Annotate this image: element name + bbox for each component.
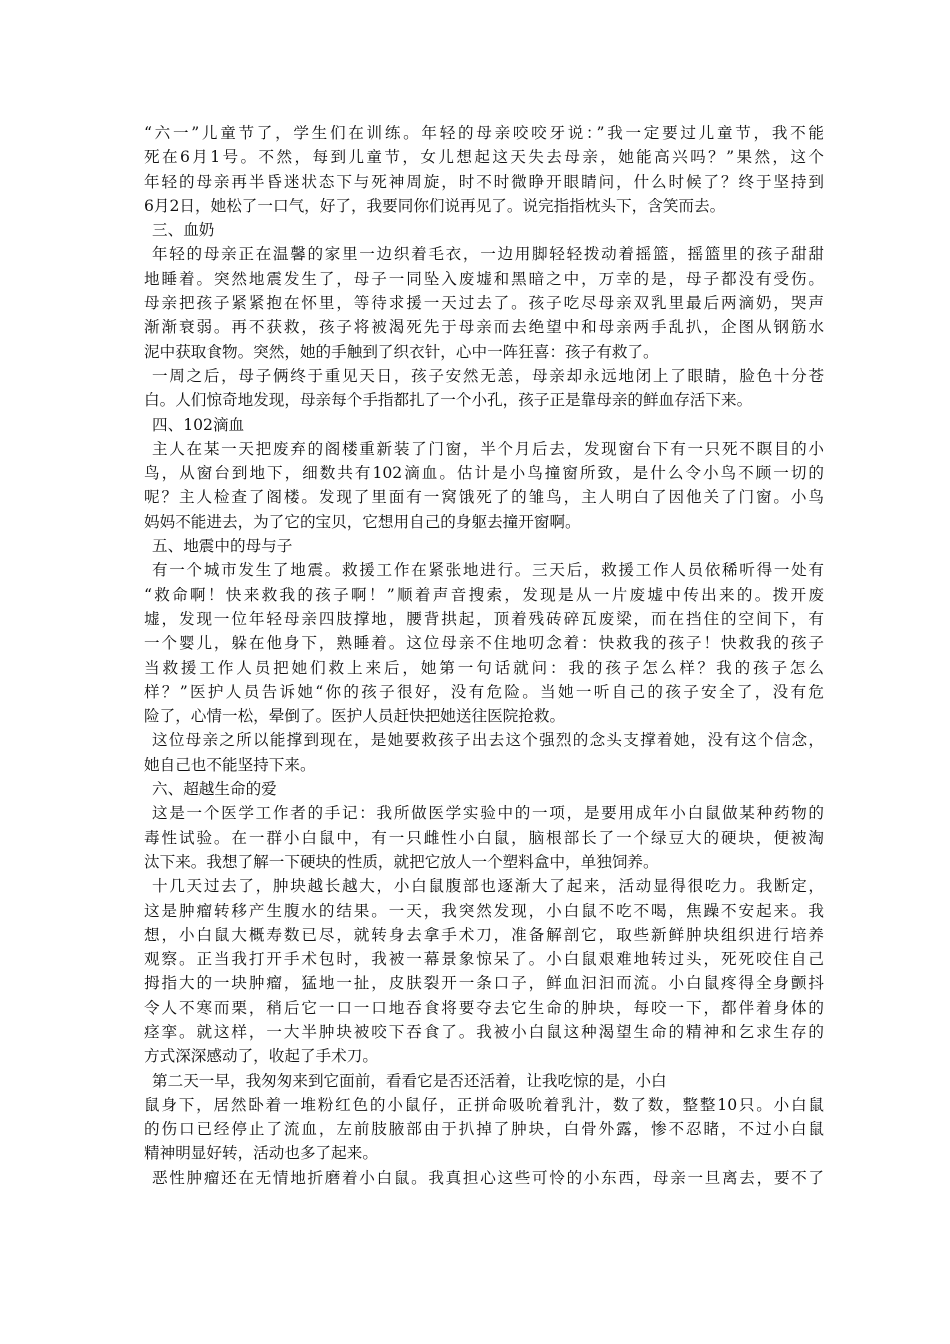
text-line: 年轻的母亲再半昏迷状态下与死神周旋，时不时微睁开眼睛问，什么时候了？终于坚持到: [144, 172, 824, 191]
text-line: 十几天过去了，肿块越长越大，小白鼠腹部也逐渐大了起来，活动显得很吃力。我断定，: [152, 877, 824, 896]
text-line: 汰下来。我想了解一下硬块的性质，就把它放人一个塑料盒中，单独饲养。: [144, 852, 659, 871]
text-line: 精神明显好转，活动也多了起来。: [144, 1144, 378, 1163]
text-line: 母亲把孩子紧紧抱在怀里，等待求援一天过去了。孩子吃尽母亲双乳里最后两滴奶，哭声: [144, 294, 824, 313]
text-line: 渐渐衰弱。再不获救，孩子将被渴死先于母亲而去绝望中和母亲两手乱扒，企图从钢筋水: [144, 318, 824, 337]
text-line: 死在6月1号。不然，每到儿童节，女儿想起这天失去母亲，她能高兴吗？”果然，这个: [144, 148, 824, 167]
text-line: 泥中获取食物。突然，她的手触到了织衣针，心中一阵狂喜：孩子有救了。: [144, 342, 659, 361]
text-line: 险了，心情一松，晕倒了。医护人员赶快把她送往医院抢救。: [144, 707, 566, 726]
text-line: 恶性肿瘤还在无情地折磨着小白鼠。我真担心这些可怜的小东西，母亲一旦离去，要不了: [152, 1168, 824, 1187]
text-line: 主人在某一天把废弃的阁楼重新装了门窗，半个月后去，发现窗台下有一只死不瞑目的小: [152, 439, 824, 458]
text-line: 第二天一早，我匆匆来到它面前，看看它是否还活着，让我吃惊的是，小白: [152, 1071, 667, 1090]
text-line: 一周之后，母子俩终于重见天日，孩子安然无恙，母亲却永远地闭上了眼睛，脸色十分苍: [152, 366, 824, 385]
text-line: 呢？主人检查了阁楼。发现了里面有一窝饿死了的雏鸟，主人明白了因他关了门窗。小鸟: [144, 488, 824, 507]
text-line: 这是肿瘤转移产生腹水的结果。一天，我突然发现，小白鼠不吃不喝，焦躁不安起来。我: [144, 901, 824, 920]
text-line: 这是一个医学工作者的手记：我所做医学实验中的一项，是要用成年小白鼠做某种药物的: [152, 804, 824, 823]
text-line: 鼠身下，居然卧着一堆粉红色的小鼠仔，正拼命吸吮着乳汁，数了数，整整10只。小白鼠: [144, 1095, 824, 1114]
text-line: 鸟，从窗台到地下，细数共有102滴血。估计是小鸟撞窗所致，是什么令小鸟不顾一切的: [144, 464, 824, 483]
text-line: 的伤口已经停止了流血，左前肢腋部由于扒掉了肿块，白骨外露，惨不忍睹，不过小白鼠: [144, 1120, 824, 1139]
text-line: “救命啊！快来救我的孩子啊！”顺着声音搜索，发现是从一片废墟中传出来的。拨开废: [144, 585, 824, 604]
text-line: 6月2日，她松了一口气，好了，我要同你们说再见了。说完指指枕头下，含笑而去。: [144, 196, 726, 215]
text-line: 有一个城市发生了地震。救援工作在紧张地进行。三天后，救援工作人员依稀听得一处有: [152, 561, 824, 580]
text-line: 样？”医护人员告诉她“你的孩子很好，没有危险。当她一听自己的孩子安全了，没有危: [144, 682, 824, 701]
text-line: 年轻的母亲正在温馨的家里一边织着毛衣，一边用脚轻轻拨动着摇篮，摇篮里的孩子甜甜: [152, 245, 824, 264]
text-line: 观察。正当我打开手术包时，我被一幕景象惊呆了。小白鼠艰难地转过头，死死咬住自己: [144, 950, 824, 969]
text-line: 方式深深感动了，收起了手术刀。: [144, 1047, 378, 1066]
text-line: 这位母亲之所以能撑到现在，是她要救孩子出去这个强烈的念头支撑着她，没有这个信念，: [152, 731, 824, 750]
text-line: 想，小白鼠大概寿数已尽，就转身去拿手术刀，准备解剖它，取些新鲜肿块组织进行培养: [144, 925, 824, 944]
document-page: [144, 121, 824, 1190]
text-line: 墟，发现一位年轻母亲四肢撑地，腰背拱起，顶着残砖碎瓦废梁，而在挡住的空间下，有: [144, 609, 824, 628]
text-line: 当救援工作人员把她们救上来后，她第一句话就问：我的孩子怎么样？我的孩子怎么: [144, 658, 824, 677]
text-line: 三、血奶: [152, 221, 215, 240]
text-line: 令人不寒而栗，稍后它一口一口地吞食将要夺去它生命的肿块，每咬一下，都伴着身体的: [144, 998, 824, 1017]
text-line: 六、超越生命的爱: [152, 780, 277, 799]
text-line: 毒性试验。在一群小白鼠中，有一只雌性小白鼠，脑根部长了一个绿豆大的硬块，便被淘: [144, 828, 824, 847]
text-line: 拇指大的一块肿瘤，猛地一扯，皮肤裂开一条口子，鲜血汩汩而流。小白鼠疼得全身颤抖: [144, 974, 824, 993]
text-line: 痉挛。就这样，一大半肿块被咬下吞食了。我被小白鼠这种渴望生命的精神和乞求生存的: [144, 1022, 824, 1041]
text-line: 五、地震中的母与子: [152, 537, 293, 556]
text-line: “六一”儿童节了，学生们在训练。年轻的母亲咬咬牙说：”我一定要过儿童节，我不能: [144, 124, 824, 142]
text-line: 妈妈不能进去，为了它的宝贝，它想用自己的身躯去撞开窗啊。: [144, 512, 581, 531]
text-line: 白。人们惊奇地发现，母亲每个手指都扎了一个小孔，孩子正是靠母亲的鲜血存活下来。: [144, 391, 753, 410]
text-line: 四、102滴血: [152, 415, 245, 434]
text-line: 地睡着。突然地震发生了，母子一同坠入废墟和黑暗之中，万幸的是，母子都没有受伤。: [144, 269, 824, 288]
text-line: 她自己也不能坚持下来。: [144, 755, 316, 774]
text-line: 一个婴儿，躲在他身下，熟睡着。这位母亲不住地叨念着：快救我的孩子！快救我的孩子: [144, 634, 824, 653]
